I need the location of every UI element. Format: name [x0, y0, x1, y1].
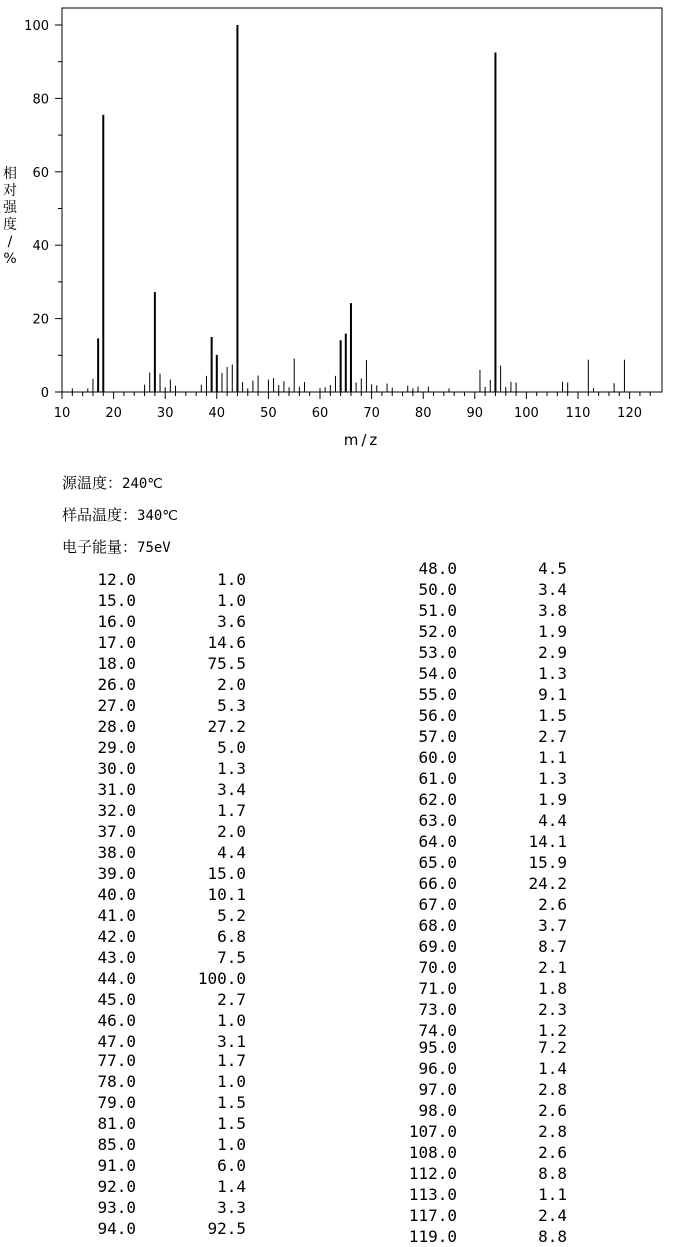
y-tick-label: 20 [32, 312, 49, 328]
mz-value: 17.0 [97, 633, 136, 652]
abundance-value: 2.0 [217, 822, 246, 841]
abundance-value: 2.4 [538, 1206, 567, 1225]
x-tick-label: 60 [311, 406, 329, 421]
abundance-value: 1.5 [217, 1093, 246, 1112]
mz-value: 68.0 [418, 916, 457, 935]
abundance-value: 5.3 [217, 696, 246, 715]
table-row [0, 852, 567, 873]
abundance-value: 1.3 [217, 759, 246, 778]
condition-value: 240℃ [122, 476, 164, 492]
mz-value: 97.0 [418, 1080, 457, 1099]
mz-value: 52.0 [418, 622, 457, 641]
condition-label: 电子能量： [62, 538, 138, 556]
abundance-value: 8.7 [538, 937, 567, 956]
mz-value: 26.0 [97, 675, 136, 694]
abundance-value: 1.1 [538, 748, 567, 767]
mz-value: 47.0 [97, 1032, 136, 1051]
mz-value: 46.0 [97, 1011, 136, 1030]
mz-value: 79.0 [97, 1093, 136, 1112]
abundance-value: 2.0 [217, 675, 246, 694]
table-row [0, 915, 567, 936]
abundance-value: 75.5 [207, 654, 246, 673]
abundance-value: 3.4 [538, 580, 567, 599]
abundance-value: 15.0 [207, 864, 246, 883]
table-row [0, 768, 567, 789]
mz-value: 38.0 [97, 843, 136, 862]
mz-value: 51.0 [418, 601, 457, 620]
mz-value: 48.0 [418, 559, 457, 578]
x-tick-label: 110 [565, 406, 591, 421]
mz-value: 92.0 [97, 1177, 136, 1196]
abundance-value: 15.9 [528, 853, 567, 872]
mz-value: 56.0 [418, 706, 457, 725]
mz-value: 53.0 [418, 643, 457, 662]
abundance-value: 3.8 [538, 601, 567, 620]
mz-value: 30.0 [97, 759, 136, 778]
mz-value: 61.0 [418, 769, 457, 788]
abundance-value: 2.8 [538, 1080, 567, 1099]
table-row [0, 1121, 567, 1142]
mz-value: 27.0 [97, 696, 136, 715]
abundance-value: 1.4 [217, 1177, 246, 1196]
abundance-value: 4.4 [538, 811, 567, 830]
mz-value: 29.0 [97, 738, 136, 757]
table-row [0, 936, 567, 957]
abundance-value: 2.3 [538, 1000, 567, 1019]
abundance-value: 100.0 [197, 969, 246, 988]
mz-value: 96.0 [418, 1059, 457, 1078]
abundance-value: 1.4 [538, 1059, 567, 1078]
mz-value: 66.0 [418, 874, 457, 893]
abundance-value: 3.1 [217, 1032, 246, 1051]
abundance-value: 1.5 [217, 1114, 246, 1133]
abundance-value: 1.2 [538, 1021, 567, 1040]
condition-line [62, 472, 163, 493]
y-axis-label: 相对强度/ % [3, 166, 17, 267]
abundance-value: 27.2 [207, 717, 246, 736]
abundance-value: 2.6 [538, 895, 567, 914]
condition-line [62, 536, 171, 557]
abundance-value: 9.1 [538, 685, 567, 704]
mz-value: 70.0 [418, 958, 457, 977]
table-row [0, 579, 567, 600]
abundance-value: 7.2 [538, 1038, 567, 1057]
mz-value: 113.0 [408, 1185, 457, 1204]
abundance-value: 1.3 [538, 664, 567, 683]
condition-label: 源温度： [62, 474, 123, 492]
mz-value: 108.0 [408, 1143, 457, 1162]
y-tick-label: 0 [40, 386, 49, 401]
abundance-value: 1.0 [217, 1072, 246, 1091]
mz-value: 43.0 [97, 948, 136, 967]
x-tick-label: 120 [617, 406, 643, 421]
mz-value: 78.0 [97, 1072, 136, 1091]
table-row [0, 957, 567, 978]
x-tick-label: 70 [363, 406, 380, 421]
y-axis [24, 19, 62, 401]
x-tick-label: 80 [414, 406, 432, 421]
condition-label: 样品温度： [62, 506, 138, 524]
mz-value: 93.0 [97, 1198, 136, 1217]
table-row [0, 747, 567, 768]
mz-value: 62.0 [418, 790, 457, 809]
abundance-value: 1.1 [538, 1185, 567, 1204]
abundance-value: 14.6 [207, 633, 246, 652]
mz-value: 67.0 [418, 895, 457, 914]
abundance-value: 4.4 [217, 843, 246, 862]
mz-value: 32.0 [97, 801, 136, 820]
mz-value: 60.0 [418, 748, 457, 767]
table-row [0, 1226, 567, 1247]
x-tick-label: 100 [513, 406, 539, 421]
mz-value: 18.0 [97, 654, 136, 673]
abundance-value: 1.5 [538, 706, 567, 725]
abundance-value: 2.6 [538, 1143, 567, 1162]
x-axis [54, 392, 651, 421]
mz-value: 15.0 [97, 591, 136, 610]
abundance-value: 2.7 [538, 727, 567, 746]
table-row [0, 558, 567, 579]
mz-value: 37.0 [97, 822, 136, 841]
table-row [0, 1037, 567, 1058]
abundance-value: 7.5 [217, 948, 246, 967]
abundance-value: 1.7 [217, 801, 246, 820]
abundance-value: 2.9 [538, 643, 567, 662]
abundance-value: 14.1 [528, 832, 567, 851]
table-row [0, 684, 567, 705]
mz-value: 64.0 [418, 832, 457, 851]
table-row [0, 642, 567, 663]
mz-value: 77.0 [97, 1051, 136, 1070]
x-tick-label: 20 [105, 406, 122, 421]
mz-value: 12.0 [97, 570, 136, 589]
mz-value: 16.0 [97, 612, 136, 631]
mz-value: 63.0 [418, 811, 457, 830]
table-row [0, 663, 567, 684]
mz-value: 94.0 [97, 1219, 136, 1238]
mz-value: 119.0 [408, 1227, 457, 1246]
mz-value: 40.0 [97, 885, 136, 904]
mz-value: 57.0 [418, 727, 457, 746]
mz-value: 112.0 [408, 1164, 457, 1183]
x-tick-label: 40 [208, 406, 226, 421]
mz-value: 44.0 [97, 969, 136, 988]
mz-value: 91.0 [97, 1156, 136, 1175]
table-row [0, 978, 567, 999]
table-row [0, 873, 567, 894]
mz-value: 73.0 [418, 1000, 457, 1019]
mz-value: 54.0 [418, 664, 457, 683]
mz-value: 81.0 [97, 1114, 136, 1133]
abundance-value: 2.7 [217, 990, 246, 1009]
peak-column [0, 558, 567, 1041]
mz-value: 55.0 [418, 685, 457, 704]
abundance-value: 1.0 [217, 591, 246, 610]
table-row [0, 1100, 567, 1121]
abundance-value: 5.2 [217, 906, 246, 925]
table-row [0, 600, 567, 621]
y-tick-label: 100 [24, 19, 49, 34]
abundance-value: 92.5 [207, 1219, 246, 1238]
table-row [0, 1205, 567, 1226]
abundance-value: 8.8 [538, 1164, 567, 1183]
abundance-value: 2.1 [538, 958, 567, 977]
mz-value: 45.0 [97, 990, 136, 1009]
abundance-value: 2.6 [538, 1101, 567, 1120]
abundance-value: 24.2 [528, 874, 567, 893]
table-row [0, 726, 567, 747]
abundance-value: 3.4 [217, 780, 246, 799]
x-axis-label: m/z [343, 431, 381, 449]
table-row [0, 1142, 567, 1163]
abundance-value: 10.1 [207, 885, 246, 904]
mz-value: 71.0 [418, 979, 457, 998]
abundance-value: 1.9 [538, 790, 567, 809]
mass-spectrum-chart [0, 0, 680, 455]
plot-frame [62, 8, 662, 392]
mz-value: 41.0 [97, 906, 136, 925]
abundance-value: 8.8 [538, 1227, 567, 1246]
mz-value: 98.0 [418, 1101, 457, 1120]
table-row [0, 1058, 567, 1079]
x-tick-label: 30 [156, 406, 174, 421]
abundance-value: 3.6 [217, 612, 246, 631]
x-tick-label: 90 [466, 406, 484, 421]
table-row [0, 1184, 567, 1205]
mz-value: 107.0 [408, 1122, 457, 1141]
peak-bars [72, 25, 624, 392]
abundance-value: 3.3 [217, 1198, 246, 1217]
abundance-value: 1.9 [538, 622, 567, 641]
abundance-value: 1.0 [217, 1135, 246, 1154]
abundance-value: 2.8 [538, 1122, 567, 1141]
mz-value: 117.0 [408, 1206, 457, 1225]
condition-line [62, 504, 178, 525]
mz-value: 28.0 [97, 717, 136, 736]
mz-value: 85.0 [97, 1135, 136, 1154]
abundance-value: 1.3 [538, 769, 567, 788]
mz-value: 74.0 [418, 1021, 457, 1040]
mz-value: 69.0 [418, 937, 457, 956]
abundance-value: 4.5 [538, 559, 567, 578]
mz-value: 31.0 [97, 780, 136, 799]
abundance-value: 3.7 [538, 916, 567, 935]
abundance-value: 1.0 [217, 570, 246, 589]
table-row [0, 705, 567, 726]
mz-value: 42.0 [97, 927, 136, 946]
mz-value: 65.0 [418, 853, 457, 872]
table-row [0, 894, 567, 915]
mz-value: 50.0 [418, 580, 457, 599]
condition-value: 75eV [137, 540, 171, 556]
abundance-value: 1.7 [217, 1051, 246, 1070]
table-row [0, 999, 567, 1020]
mz-value: 95.0 [418, 1038, 457, 1057]
x-tick-label: 10 [53, 406, 71, 421]
x-tick-label: 50 [260, 406, 277, 421]
abundance-value: 6.0 [217, 1156, 246, 1175]
peak-column [0, 1037, 567, 1247]
y-tick-label: 40 [32, 239, 49, 255]
abundance-value: 5.0 [217, 738, 246, 757]
abundance-value: 6.8 [217, 927, 246, 946]
table-row [0, 810, 567, 831]
abundance-value: 1.8 [538, 979, 567, 998]
table-row [0, 1079, 567, 1100]
mz-value: 39.0 [97, 864, 136, 883]
y-tick-label: 80 [32, 92, 49, 108]
y-tick-label: 60 [32, 165, 49, 181]
table-row [0, 789, 567, 810]
abundance-value: 1.0 [217, 1011, 246, 1030]
table-row [0, 831, 567, 852]
table-row [0, 1163, 567, 1184]
table-row [0, 621, 567, 642]
condition-value: 340℃ [137, 508, 179, 524]
